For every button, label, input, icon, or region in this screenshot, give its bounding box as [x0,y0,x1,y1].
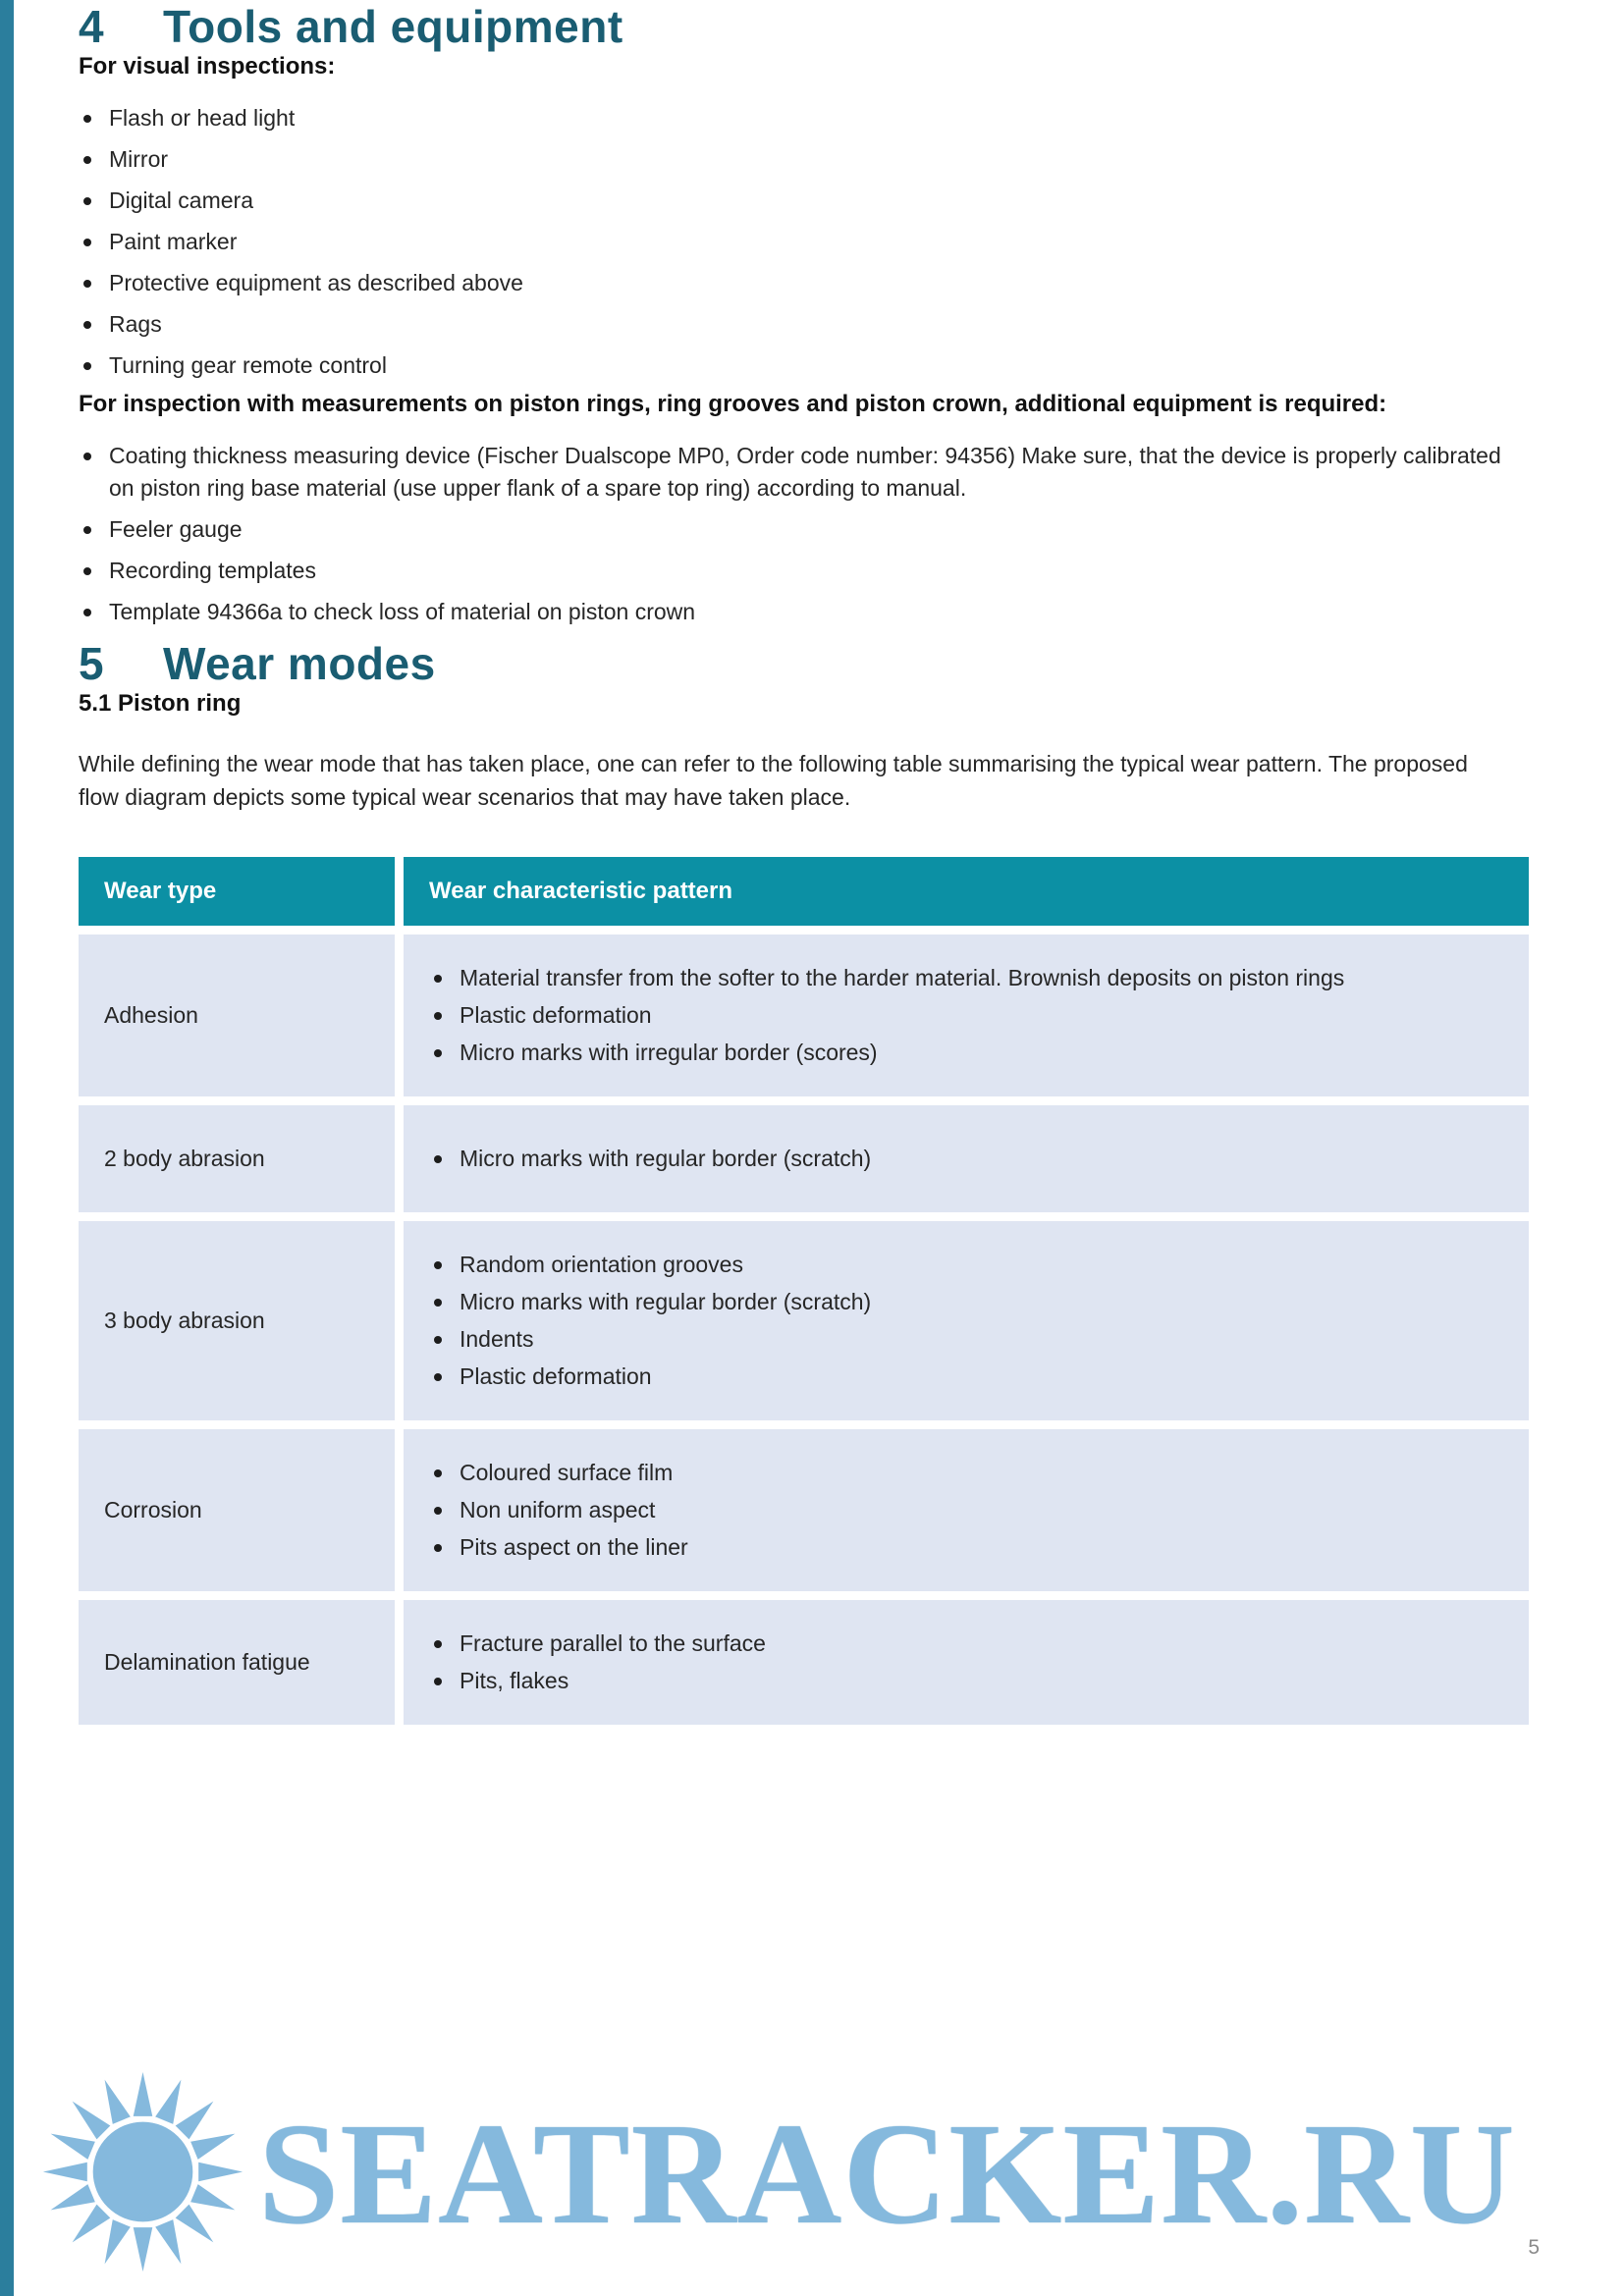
list-item-text: Feeler gauge [109,516,243,542]
wear-table [79,857,1529,1725]
list-item-text: Template 94366a to check loss of material on piston crown [109,599,696,624]
pattern-list [429,1457,1503,1564]
list-item-text: Plastic deformation [460,1363,652,1389]
list-item [429,1323,1503,1356]
list-item [429,999,1503,1032]
list-item-text: Rags [109,311,162,337]
bullet-icon [434,1373,442,1381]
bullet-icon [434,1012,442,1020]
bullet-icon [434,1469,442,1477]
table-row-patterns [404,1105,1529,1212]
list-item-text: Material transfer from the softer to the harder material. Brownish deposits on piston rings [460,965,1345,990]
bullet-icon [434,1049,442,1057]
bullet-icon [434,1155,442,1163]
list-item-text: Coating thickness measuring device (Fischer Dualscope MP0, Order code number: 94356) Make sure, that the device is properly calibrated on piston ring base material (use upper flank of a spare top ring) according to manual. [109,443,1501,501]
table-row-patterns [404,934,1529,1096]
bullet-icon [83,321,91,329]
bullet-icon [434,1678,442,1685]
list-item-text: Protective equipment as described above [109,270,523,295]
list-item [79,185,1532,217]
list-item-text: Pits aspect on the liner [460,1534,688,1560]
table-row-patterns [404,1429,1529,1591]
list-item-text: Random orientation grooves [460,1252,743,1277]
page-number: 5 [1528,2236,1540,2259]
measurement-equipment-list [79,440,1532,628]
pattern-list [429,1628,1503,1697]
watermark-text: SEATRACKER.RU [258,2094,1516,2255]
section-4-title: Tools and equipment [163,1,623,52]
list-item [429,1361,1503,1393]
section-4-heading [79,0,1532,53]
bullet-icon [83,362,91,370]
list-item [429,1286,1503,1318]
list-item [429,1143,1503,1175]
list-item [79,102,1532,134]
watermark [37,2066,1516,2282]
list-item [79,555,1532,587]
visual-inspections-list [79,102,1532,382]
list-item-text: Micro marks with regular border (scratch) [460,1289,872,1314]
wear-mode-intro: While defining the wear mode that has taken place, one can refer to the following table summarising the typical wear pattern. The proposed flow diagram depicts some typical wear scenarios that may have taken place. [79,751,1468,810]
table-row-type: Adhesion [79,934,395,1096]
list-item-text: Coloured surface film [460,1460,674,1485]
table-row-type: 2 body abrasion [79,1105,395,1212]
bullet-icon [434,1544,442,1552]
bullet-icon [83,609,91,616]
left-accent-bar [0,0,14,2296]
table-header-wear-type: Wear type [79,857,395,926]
list-item-text: Flash or head light [109,105,296,131]
section-5-heading [79,637,1532,690]
list-item [429,1249,1503,1281]
list-item [429,1665,1503,1697]
bullet-icon [83,526,91,534]
bullet-icon [434,1507,442,1515]
visual-inspections-heading: For visual inspections: [79,53,336,80]
list-item-text: Mirror [109,146,169,172]
list-item [79,513,1532,546]
bullet-icon [434,1336,442,1344]
bullet-icon [83,239,91,246]
list-item [79,226,1532,258]
list-item [79,267,1532,299]
list-item-text: Non uniform aspect [460,1497,656,1522]
list-item [429,962,1503,994]
list-item [79,349,1532,382]
pattern-list [429,1143,1503,1175]
table-header-pattern: Wear characteristic pattern [404,857,1529,926]
list-item [429,1628,1503,1660]
bullet-icon [83,115,91,123]
bullet-icon [83,567,91,575]
page-content [79,0,1532,1725]
list-item-text: Paint marker [109,229,238,254]
list-item-text: Micro marks with irregular border (scores) [460,1040,878,1065]
table-row-type: 3 body abrasion [79,1221,395,1420]
list-item [429,1457,1503,1489]
list-item-text: Micro marks with regular border (scratch) [460,1146,872,1171]
subsection-5-1-title: 5.1 Piston ring [79,690,242,717]
list-item [429,1531,1503,1564]
bullet-icon [434,975,442,983]
bullet-icon [434,1299,442,1307]
pattern-list [429,1249,1503,1393]
section-4-number: 4 [79,1,105,52]
table-row-patterns [404,1221,1529,1420]
list-item-text: Recording templates [109,558,316,583]
table-row-patterns [404,1600,1529,1725]
bullet-icon [83,156,91,164]
sun-icon [37,2066,248,2282]
pattern-list [429,962,1503,1069]
list-item-text: Digital camera [109,187,253,213]
bullet-icon [434,1261,442,1269]
list-item [429,1037,1503,1069]
list-item [79,308,1532,341]
section-5-number: 5 [79,638,105,689]
list-item [79,440,1532,505]
bullet-icon [83,453,91,460]
section-5-title: Wear modes [163,638,436,689]
bullet-icon [434,1640,442,1648]
list-item [79,143,1532,176]
measurement-inspections-heading: For inspection with measurements on piston rings, ring grooves and piston crown, additional equipment is required: [79,391,1387,417]
list-item-text: Indents [460,1326,534,1352]
bullet-icon [83,197,91,205]
list-item-text: Plastic deformation [460,1002,652,1028]
bullet-icon [83,280,91,288]
list-item [79,596,1532,628]
list-item [429,1494,1503,1526]
list-item-text: Turning gear remote control [109,352,387,378]
list-item-text: Pits, flakes [460,1668,569,1693]
table-row-type: Corrosion [79,1429,395,1591]
list-item-text: Fracture parallel to the surface [460,1630,766,1656]
table-row-type: Delamination fatigue [79,1600,395,1725]
